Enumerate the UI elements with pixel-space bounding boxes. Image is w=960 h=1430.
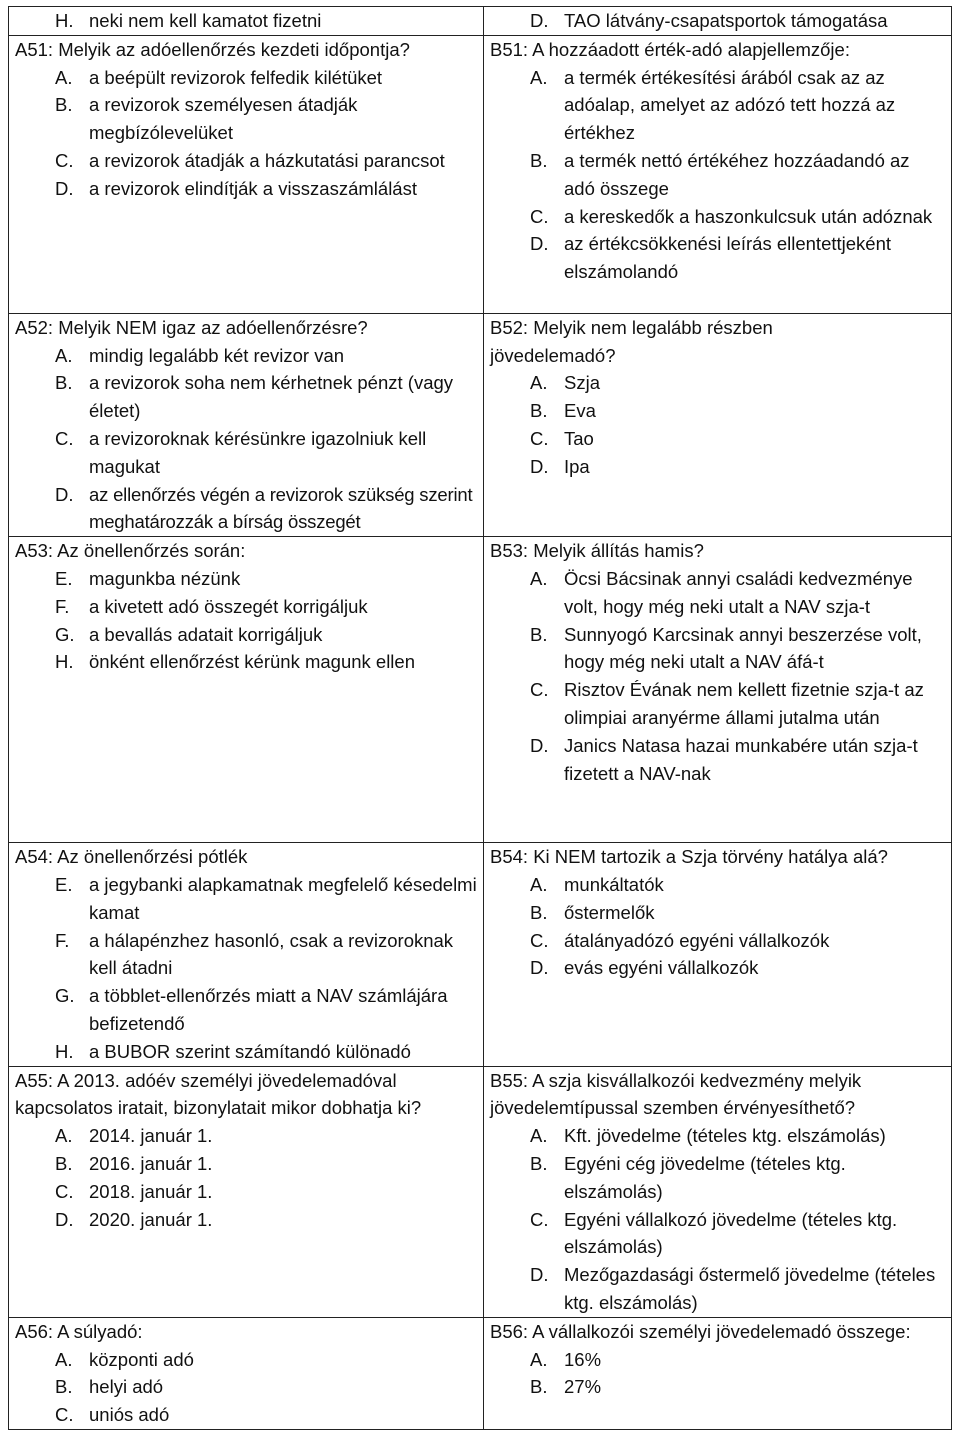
option-letter: C.: [530, 205, 549, 227]
option-letter: B.: [530, 1376, 548, 1398]
option-text: Tao: [564, 427, 594, 449]
answer-option: [490, 7, 945, 35]
option-letter: H.: [55, 651, 74, 673]
option-text: Janics Natasa hazai munkabére után szja-t fizetett a NAV-nak: [564, 734, 918, 784]
option-text: 2018. január 1.: [89, 1180, 213, 1202]
option-text: önként ellenőrzést kérünk magunk ellen: [89, 651, 415, 673]
question-cell-b: [484, 313, 952, 536]
quiz-row: [9, 7, 952, 36]
question-cell-b: [484, 537, 952, 843]
question-text: B54: Ki NEM tartozik a Szja törvény hatálya alá?: [490, 846, 888, 868]
answer-option: [15, 147, 477, 175]
option-text: Ipa: [564, 455, 590, 477]
option-letter: A.: [55, 1125, 73, 1147]
option-letter: D.: [55, 177, 74, 199]
question-cell-a: [9, 313, 484, 536]
answer-option: [15, 1038, 477, 1066]
question-text: A55: A 2013. adóév személyi jövedelemadóval kapcsolatos iratait, bizonylatait mikor dobhatja ki?: [15, 1069, 422, 1119]
answer-option: [490, 453, 945, 481]
option-text: a kivetett adó összegét korrigáljuk: [89, 595, 368, 617]
option-letter: D.: [530, 734, 549, 756]
question-cell-a: [9, 1317, 484, 1429]
answer-option: [490, 147, 945, 203]
option-letter: A.: [55, 344, 73, 366]
option-text: a revizorok átadják a házkutatási parancsot: [89, 149, 445, 171]
question-text: A52: Melyik NEM igaz az adóellenőrzésre?: [15, 316, 368, 338]
option-letter: A.: [530, 1348, 548, 1370]
answer-option: [490, 1346, 945, 1374]
answer-option: [490, 64, 945, 147]
answer-option: [490, 1122, 945, 1150]
answer-option: [15, 648, 477, 676]
option-letter: A.: [530, 567, 548, 589]
option-letter: B.: [530, 901, 548, 923]
option-letter: C.: [55, 1180, 74, 1202]
option-letter: C.: [530, 1208, 549, 1230]
option-letter: B.: [55, 1152, 73, 1174]
answer-option: [490, 954, 945, 982]
quiz-table: [8, 6, 952, 1430]
option-letter: D.: [55, 1208, 74, 1230]
answer-option: [15, 593, 477, 621]
option-letter: D.: [530, 10, 549, 31]
option-letter: D.: [530, 233, 549, 255]
answer-option: [15, 342, 477, 370]
answer-option: [15, 1401, 477, 1429]
option-text: őstermelők: [564, 901, 655, 923]
question-text: B55: A szja kisvállalkozói kedvezmény melyik jövedelemtípussal szemben érvényesíthető?: [490, 1069, 862, 1119]
answer-option: [490, 871, 945, 899]
option-text: a revizorok soha nem kérhetnek pénzt (vagy életet): [89, 372, 454, 422]
question-cell-a: [9, 1066, 484, 1317]
answer-option: [15, 1206, 477, 1234]
quiz-row: [9, 537, 952, 843]
option-text: evás egyéni vállalkozók: [564, 957, 759, 979]
option-letter: B.: [530, 149, 548, 171]
answer-option: [15, 1178, 477, 1206]
answer-option: [15, 1373, 477, 1401]
option-letter: G.: [55, 623, 75, 645]
option-text: a hálapénzhez hasonló, csak a revizoroknak kell átadni: [89, 929, 454, 979]
answer-option: [15, 175, 477, 203]
answer-option: [490, 230, 945, 286]
option-text: a termék értékesítési árából csak az az adóalap, amelyet az adózó tett hozzá az értékhez: [564, 66, 896, 144]
option-text: a revizoroknak kérésünkre igazolniuk kell magukat: [89, 427, 427, 477]
option-text: Öcsi Bácsinak annyi családi kedvezménye volt, hogy még neki utalt a NAV szja-t: [564, 567, 913, 617]
option-text: 27%: [564, 1376, 602, 1398]
option-text: 16%: [564, 1348, 602, 1370]
option-text: Sunnyogó Karcsinak annyi beszerzése volt, hogy még neki utalt a NAV áfá-t: [564, 623, 922, 673]
answer-option: [490, 369, 945, 397]
quiz-row: [9, 313, 952, 536]
answer-option: [15, 481, 477, 537]
option-letter: E.: [55, 873, 73, 895]
question-text: B52: Melyik nem legalább részben jövedelemadó?: [490, 316, 773, 366]
answer-option: [15, 369, 477, 425]
option-letter: H.: [55, 10, 74, 31]
answer-option: [15, 565, 477, 593]
question-cell-b: [484, 7, 952, 36]
answer-option: [15, 425, 477, 481]
option-letter: G.: [55, 985, 75, 1007]
quiz-row: [9, 843, 952, 1066]
answer-option: [490, 203, 945, 231]
option-letter: D.: [530, 455, 549, 477]
option-letter: B.: [55, 94, 73, 116]
quiz-row: [9, 1317, 952, 1429]
option-text: a kereskedők a haszonkulcsuk után adóznak: [564, 205, 933, 227]
answer-option: [490, 899, 945, 927]
option-letter: B.: [530, 623, 548, 645]
option-letter: A.: [55, 1348, 73, 1370]
answer-option: [490, 676, 945, 732]
answer-option: [15, 621, 477, 649]
option-text: a termék nettó értékéhez hozzáadandó az adó összege: [564, 149, 910, 199]
question-text: B51: A hozzáadott érték-adó alapjellemzője:: [490, 38, 850, 60]
quiz-row: [9, 1066, 952, 1317]
question-text: A56: A súlyadó:: [15, 1320, 143, 1342]
option-text: helyi adó: [89, 1376, 164, 1398]
question-cell-a: [9, 7, 484, 36]
option-letter: A.: [530, 1125, 548, 1147]
option-letter: C.: [530, 427, 549, 449]
answer-option: [15, 871, 477, 927]
option-letter: B.: [55, 372, 73, 394]
answer-option: [15, 64, 477, 92]
option-text: uniós adó: [89, 1404, 170, 1426]
answer-option: [490, 425, 945, 453]
option-letter: D.: [530, 1264, 549, 1286]
option-text: a revizorok személyesen átadják megbízólevelüket: [89, 94, 358, 144]
option-text: 2020. január 1.: [89, 1208, 213, 1230]
option-text: a BUBOR szerint számítandó különadó: [89, 1040, 411, 1062]
question-cell-b: [484, 1317, 952, 1429]
option-text: Szja: [564, 372, 600, 394]
answer-option: [490, 1373, 945, 1401]
answer-option: [490, 621, 945, 677]
answer-option: [15, 982, 477, 1038]
option-letter: A.: [530, 372, 548, 394]
option-letter: B.: [530, 1152, 548, 1174]
answer-option: [490, 1261, 945, 1317]
option-letter: E.: [55, 567, 73, 589]
question-cell-b: [484, 1066, 952, 1317]
option-letter: C.: [530, 679, 549, 701]
option-text: átalányadózó egyéni vállalkozók: [564, 929, 830, 951]
answer-option: [15, 7, 477, 35]
question-cell-a: [9, 35, 484, 313]
answer-option: [490, 927, 945, 955]
option-letter: F.: [55, 929, 70, 951]
option-letter: H.: [55, 1040, 74, 1062]
option-text: TAO látvány-csapatsportok támogatása: [564, 10, 888, 31]
option-letter: A.: [530, 873, 548, 895]
answer-option: [15, 91, 477, 147]
option-text: Egyéni cég jövedelme (tételes ktg. elszámolás): [564, 1152, 846, 1202]
option-letter: C.: [55, 1404, 74, 1426]
answer-option: [490, 1206, 945, 1262]
quiz-row: [9, 35, 952, 313]
question-cell-b: [484, 843, 952, 1066]
question-cell-b: [484, 35, 952, 313]
answer-option: [490, 1150, 945, 1206]
option-text: munkáltatók: [564, 873, 664, 895]
option-text: a beépült revizorok felfedik kilétüket: [89, 66, 383, 88]
answer-option: [15, 1150, 477, 1178]
option-letter: B.: [530, 400, 548, 422]
option-text: Risztov Évának nem kellett fizetnie szja-t az olimpiai aranyérme állami jutalma után: [564, 679, 924, 728]
option-letter: C.: [55, 427, 74, 449]
option-text: magunkba nézünk: [89, 567, 241, 589]
option-letter: D.: [530, 957, 549, 979]
option-text: neki nem kell kamatot fizetni: [89, 10, 322, 31]
question-cell-a: [9, 537, 484, 843]
option-text: a bevallás adatait korrigáljuk: [89, 623, 323, 645]
answer-option: [490, 732, 945, 788]
question-text: A54: Az önellenőrzési pótlék: [15, 846, 248, 868]
option-text: mindig legalább két revizor van: [89, 344, 345, 366]
option-text: Kft. jövedelme (tételes ktg. elszámolás): [564, 1125, 886, 1147]
option-letter: C.: [530, 929, 549, 951]
question-text: A51: Melyik az adóellenőrzés kezdeti időpontja?: [15, 38, 410, 60]
option-text: a többlet-ellenőrzés miatt a NAV számlájára befizetendő: [89, 985, 448, 1034]
option-text: az ellenőrzés végén a revizorok szükség szerint meghatározzák a bírság összegét: [89, 483, 473, 533]
answer-option: [490, 565, 945, 621]
answer-option: [490, 397, 945, 425]
option-text: 2016. január 1.: [89, 1152, 213, 1174]
answer-option: [15, 1346, 477, 1374]
option-letter: B.: [55, 1376, 73, 1398]
option-text: 2014. január 1.: [89, 1125, 213, 1147]
option-text: az értékcsökkenési leírás ellentettjeként elszámolandó: [564, 233, 892, 283]
option-letter: A.: [530, 66, 548, 88]
question-text: A53: Az önellenőrzés során:: [15, 540, 246, 562]
option-letter: D.: [55, 483, 74, 505]
option-letter: A.: [55, 66, 73, 88]
option-text: a revizorok elindítják a visszaszámlálást: [89, 177, 417, 199]
option-letter: F.: [55, 595, 70, 617]
option-text: Eva: [564, 400, 596, 422]
option-text: Egyéni vállalkozó jövedelme (tételes ktg. elszámolás): [564, 1208, 898, 1258]
option-text: a jegybanki alapkamatnak megfelelő késedelmi kamat: [89, 873, 477, 923]
question-text: B56: A vállalkozói személyi jövedelemadó összege:: [490, 1320, 911, 1342]
option-text: központi adó: [89, 1348, 194, 1370]
answer-option: [15, 1122, 477, 1150]
option-letter: C.: [55, 149, 74, 171]
question-text: B53: Melyik állítás hamis?: [490, 540, 704, 562]
question-cell-a: [9, 843, 484, 1066]
option-text: Mezőgazdasági őstermelő jövedelme (tételes ktg. elszámolás): [564, 1264, 936, 1313]
answer-option: [15, 927, 477, 983]
